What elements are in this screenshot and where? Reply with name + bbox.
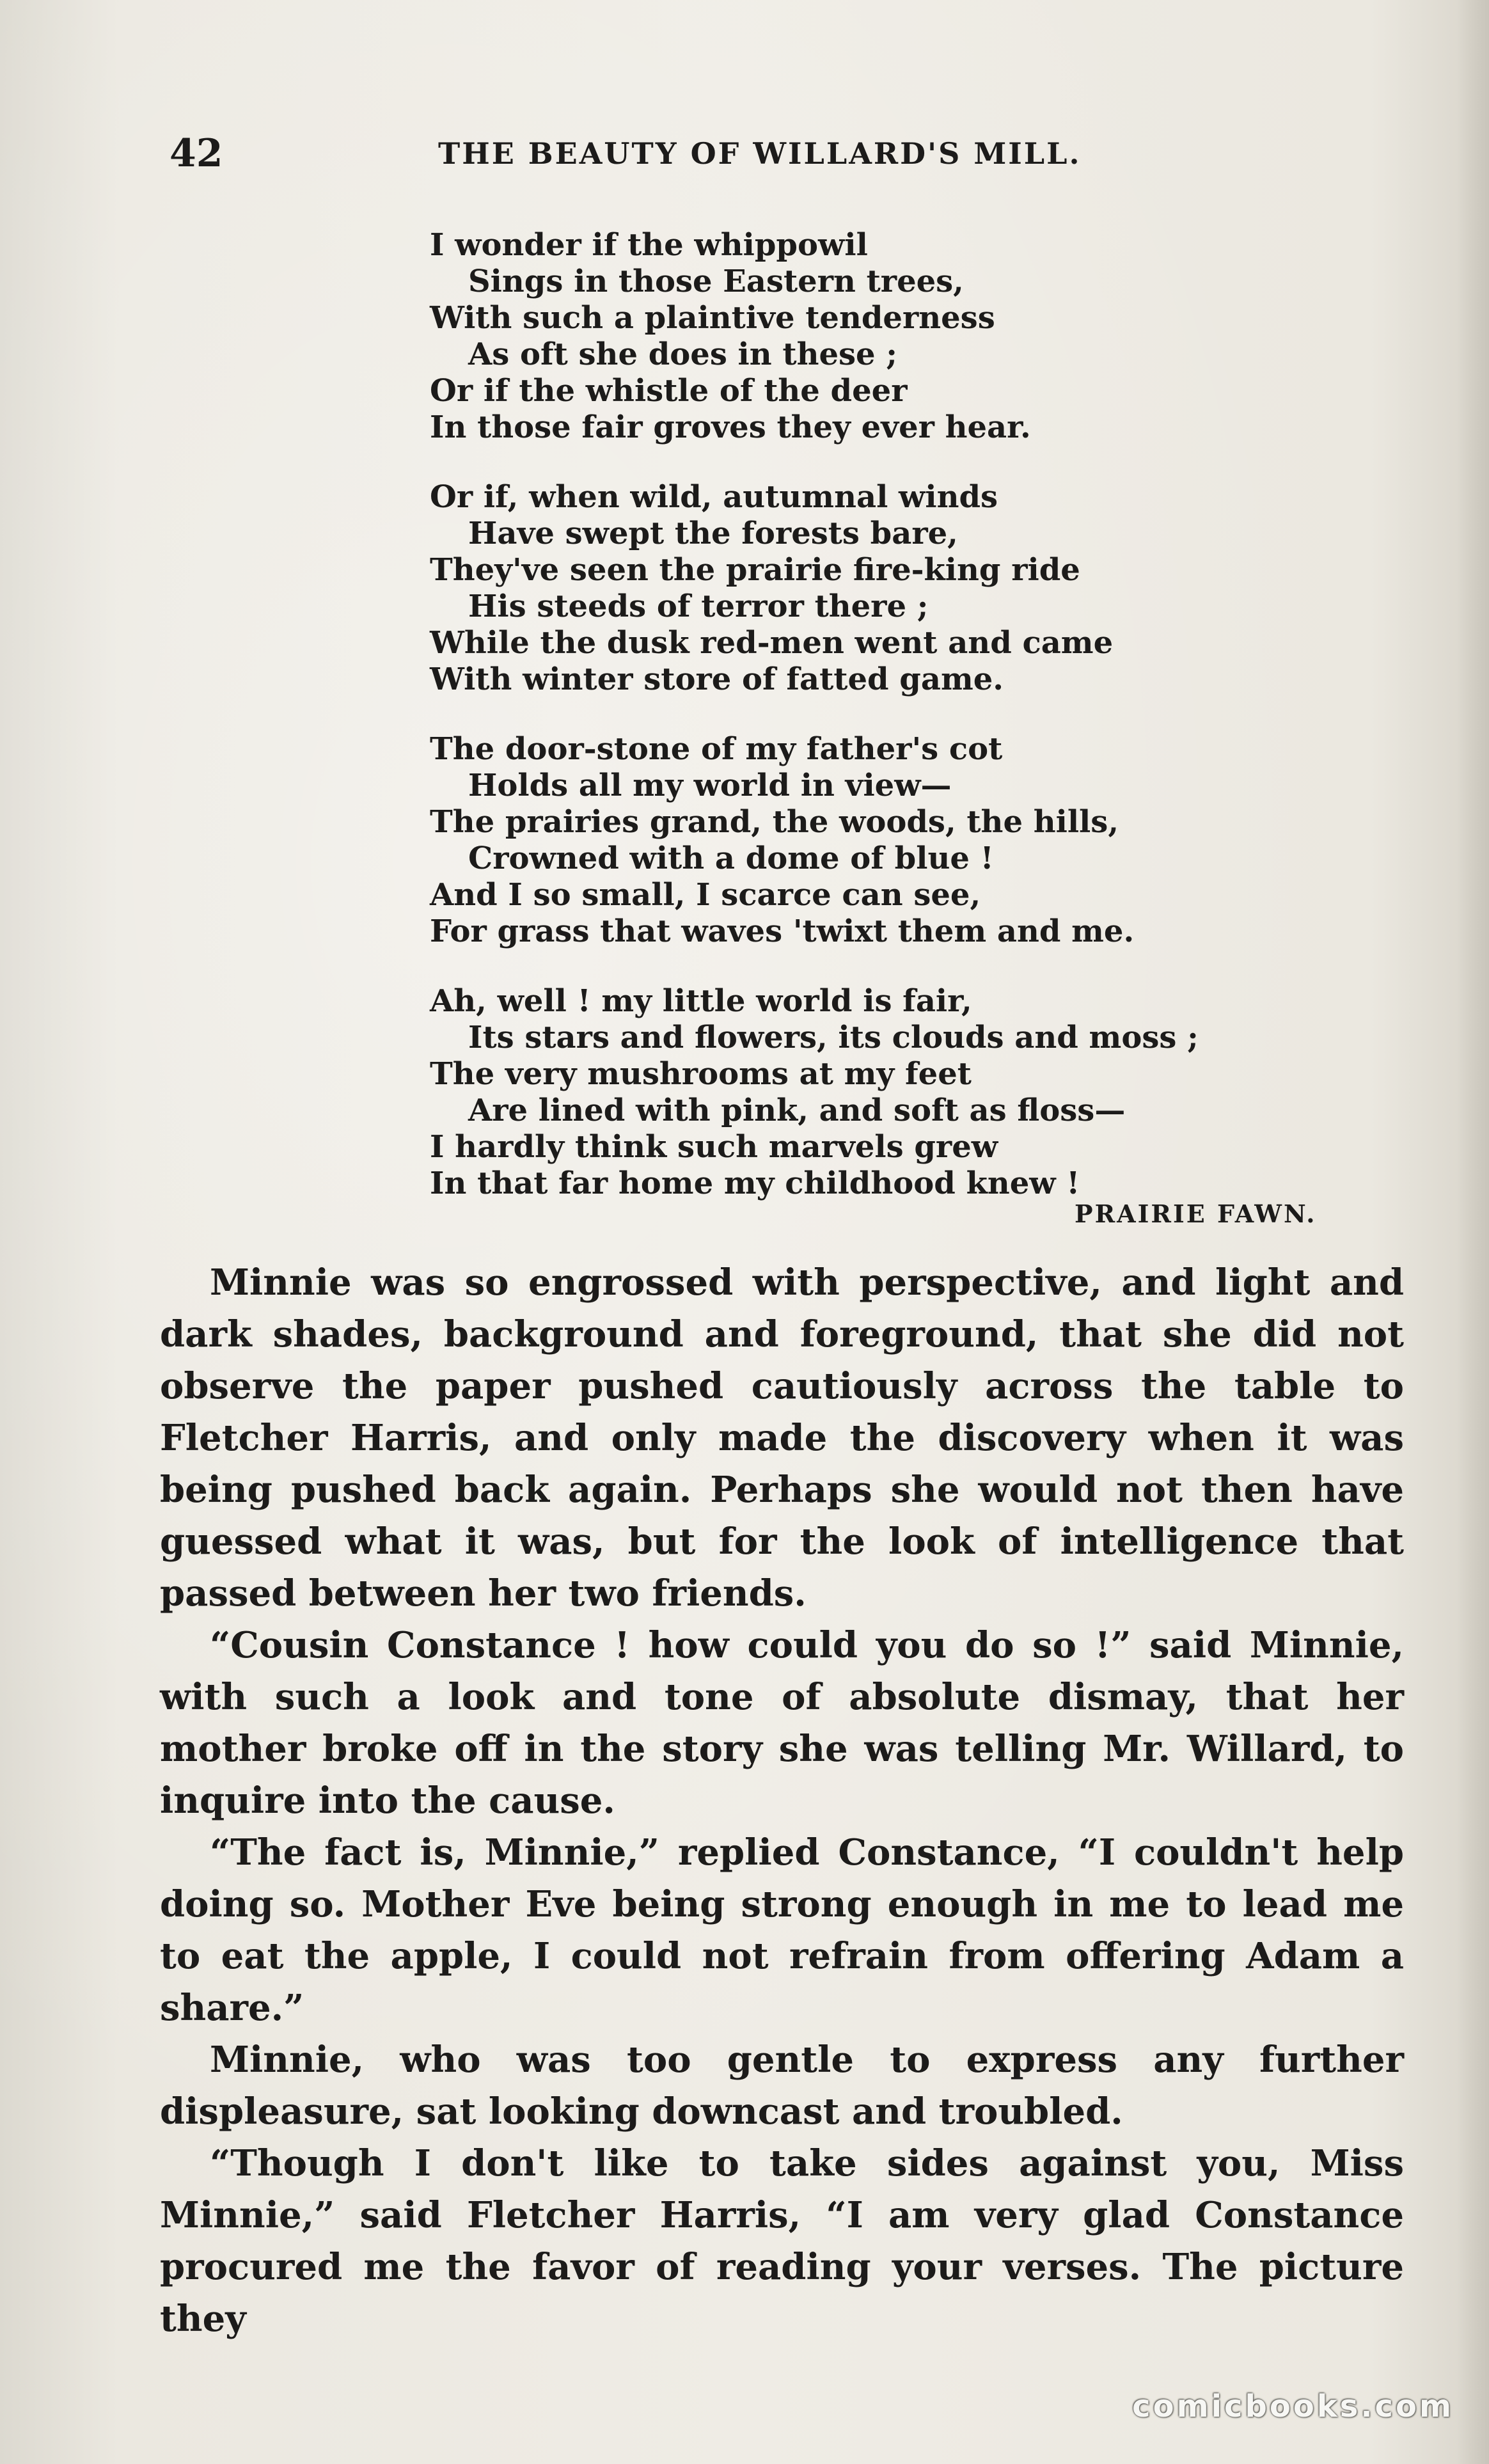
poem-line: I wonder if the whippowil	[430, 227, 868, 263]
paragraph: Minnie was so engrossed with perspective, and light and dark shades, background and foreground, that she did not observe the paper pushed cautiously across the table to Fletcher Harris, and only made the discovery when it was being pushed back again. Perhaps she would not then have guessed what it was, but for the look of intelligence that passed between her two friends.	[160, 1261, 1404, 1615]
poem-line: As oft she does in these ;	[468, 336, 897, 372]
poem-line: Ah, well ! my little world is fair,	[430, 983, 972, 1019]
poem-line: With winter store of fatted game.	[430, 661, 1004, 697]
poem-line: Sings in those Eastern trees,	[468, 264, 964, 299]
poem-line: In those fair groves they ever hear.	[430, 409, 1031, 445]
page-edge-shadow	[1457, 0, 1489, 2464]
poem-line: In that far home my childhood knew !	[430, 1165, 1080, 1201]
poem-signature: PRAIRIE FAWN.	[1075, 1199, 1317, 1228]
prose-body	[160, 1257, 1404, 2345]
paragraph: Minnie, who was too gentle to express any further displeasure, sat looking downcast and troubled.	[160, 2039, 1404, 2133]
poem-line: Its stars and flowers, its clouds and moss ;	[468, 1020, 1199, 1055]
paragraph: “The fact is, Minnie,” replied Constance, “I couldn't help doing so. Mother Eve being strong enough in me to lead me to eat the apple, I could not refrain from offering Adam a share.”	[160, 1831, 1404, 2029]
poem	[430, 227, 1338, 1202]
running-head: THE BEAUTY OF WILLARD'S MILL.	[438, 136, 1082, 171]
poem-line: With such a plaintive tenderness	[430, 300, 995, 336]
poem-line: Or if the whistle of the deer	[430, 373, 908, 409]
stanza-break	[430, 446, 1338, 479]
stanza-break	[430, 950, 1338, 983]
poem-line: I hardly think such marvels grew	[430, 1129, 998, 1165]
paragraph: “Cousin Constance ! how could you do so !” said Minnie, with such a look and tone of absolute dismay, that her mother broke off in the story she was telling Mr. Willard, to inquire into the cause.	[160, 1624, 1404, 1822]
poem-line: Or if, when wild, autumnal winds	[430, 479, 998, 515]
poem-line: The door-stone of my father's cot	[430, 731, 1003, 767]
poem-line: Crowned with a dome of blue !	[468, 841, 994, 876]
poem-line: They've seen the prairie fire-king ride	[430, 552, 1080, 588]
poem-line: For grass that waves 'twixt them and me.	[430, 913, 1135, 949]
poem-line: Are lined with pink, and soft as floss—	[468, 1093, 1126, 1128]
poem-line: The very mushrooms at my feet	[430, 1056, 972, 1092]
poem-line: While the dusk red-men went and came	[430, 625, 1114, 661]
paragraph: “Though I don't like to take sides against you, Miss Minnie,” said Fletcher Harris, “I am very glad Constance procured me the favor of reading your verses. The picture they	[160, 2142, 1404, 2340]
poem-line: Have swept the forests bare,	[468, 516, 958, 551]
poem-line: His steeds of terror there ;	[468, 588, 929, 624]
watermark: comicbooks.com	[1132, 2389, 1454, 2424]
poem-line: And I so small, I scarce can see,	[430, 877, 981, 913]
page-header	[169, 131, 1414, 176]
poem-line: Holds all my world in view—	[468, 768, 952, 803]
stanza-break	[430, 698, 1338, 731]
poem-line: The prairies grand, the woods, the hills,	[430, 804, 1119, 840]
page-number: 42	[169, 131, 223, 176]
